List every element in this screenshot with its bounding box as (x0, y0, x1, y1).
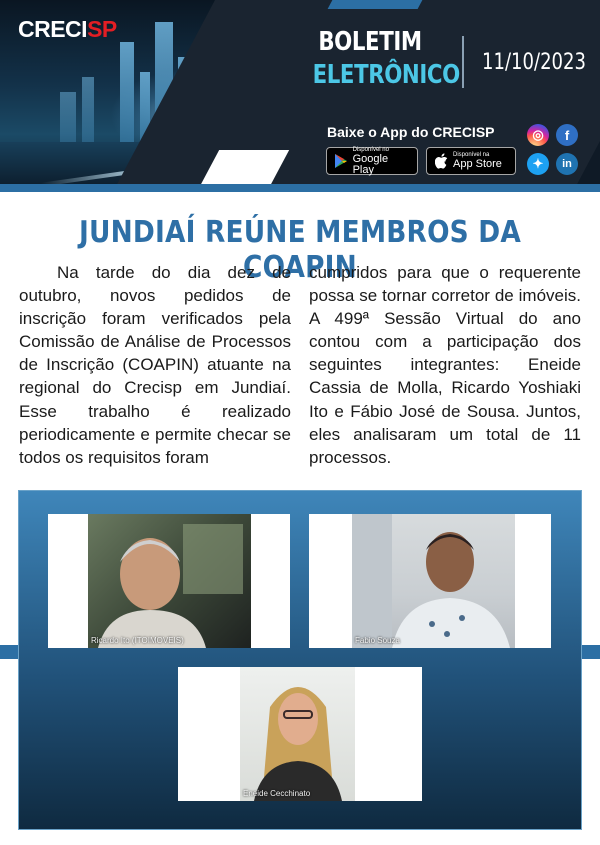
person-photo (88, 514, 251, 648)
twitter-icon[interactable]: ✦ (527, 153, 549, 175)
app-download-title: Baixe o App do CRECISP (327, 124, 495, 140)
google-play-button[interactable] (326, 147, 418, 175)
google-play-label: Google Play (352, 152, 389, 176)
title-line-2: ELETRÔNICO (312, 60, 460, 90)
bulletin-date: 11/10/2023 (482, 50, 586, 75)
article-headline: JUNDIAÍ REÚNE MEMBROS DA COAPIN (79, 215, 521, 285)
google-play-small-label: Disponível no (352, 146, 389, 153)
title-separator (462, 36, 464, 88)
apple-icon (433, 152, 449, 170)
participant-video-eneide (240, 667, 355, 801)
app-store-button[interactable] (426, 147, 516, 175)
participant-label-3: Eneide Cecchinato (243, 789, 311, 798)
participant-label-2: Fabio Souza (355, 636, 400, 645)
bulletin-title (300, 26, 460, 92)
google-play-icon (333, 152, 349, 170)
title-line-1: BOLETIM (318, 27, 422, 57)
app-store-label: App Store (453, 158, 502, 170)
header-blue-stripe (328, 0, 423, 9)
article-column-right: cumpridos para que o requerente possa se tornar corretor de imóveis. A 499ª Sessão Virtual do ano contou com a participação dos seguintes integrantes: Eneide Cassia de Molla, Ricardo Yoshiaki Ito e Fábio José de Sousa. Juntos, eles analisaram um total de 11 processos. (309, 263, 581, 467)
header-bottom-bar (0, 184, 600, 192)
instagram-icon[interactable]: ◎ (527, 124, 549, 146)
person-photo (240, 667, 355, 801)
crecisp-logo[interactable]: CRECISP (18, 16, 117, 42)
article-column-left: Na tarde do dia dez de outubro, novos pedidos de inscrição foram verificados pela Comissão de Análise de Processos de Inscrição (COAPIN) atuante na regional do Crecisp em Jundiaí. Esse trabalho é realizado periodicamente e permite checar se todos os requisitos foram (19, 263, 291, 467)
facebook-icon[interactable]: f (556, 124, 578, 146)
app-store-small-label: Disponível na (453, 152, 490, 158)
participant-label-1: Ricardo Ito (ITOIMOVEIS) (91, 636, 184, 645)
person-photo (352, 514, 515, 648)
participant-video-fabio (352, 514, 515, 648)
linkedin-icon[interactable]: in (556, 153, 578, 175)
participant-video-ricardo (88, 514, 251, 648)
header-banner (0, 0, 600, 192)
